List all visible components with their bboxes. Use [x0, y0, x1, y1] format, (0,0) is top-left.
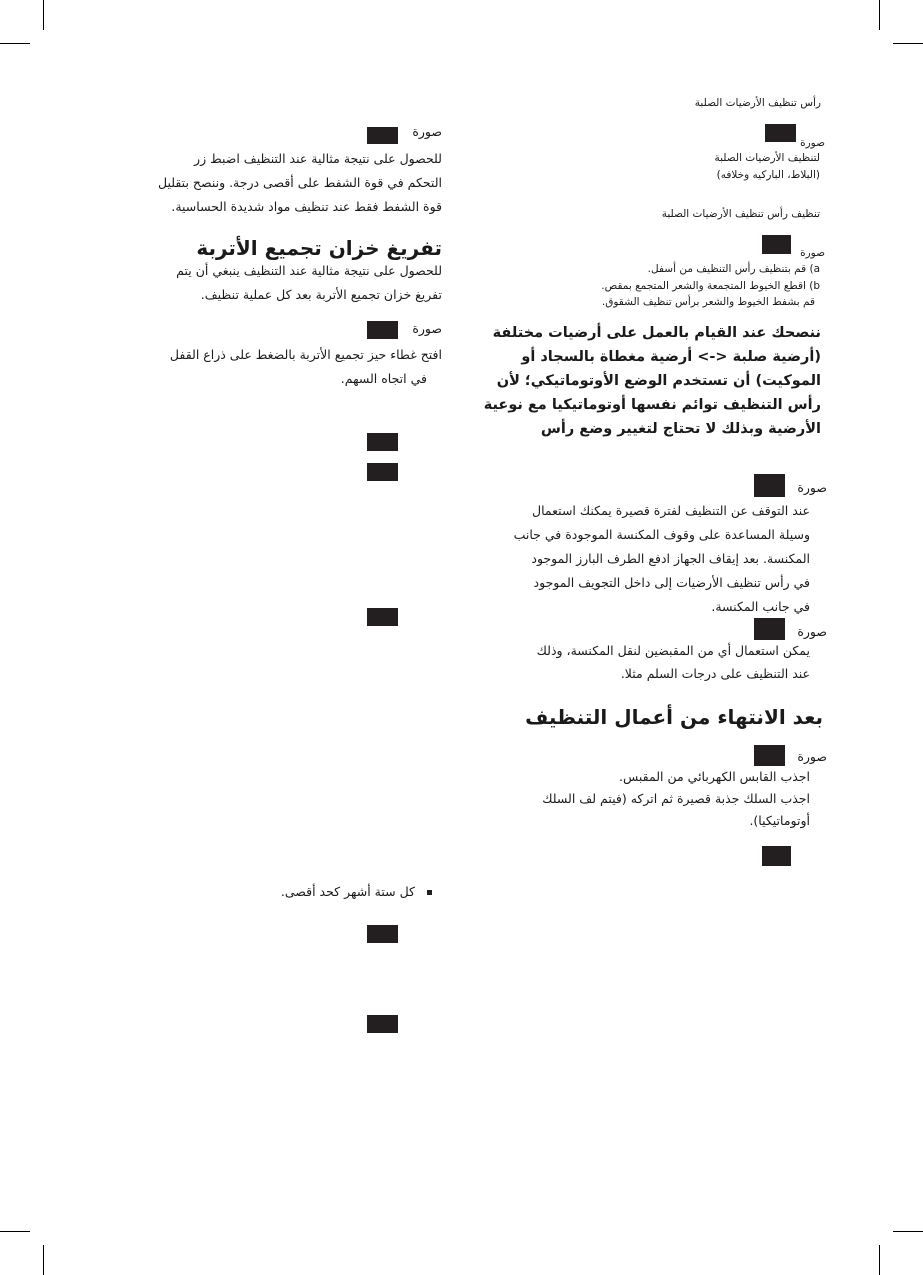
- tip-line: الموكيت) أن تستخدم الوضع الأوتوماتيكي؛ لأن: [496, 373, 821, 389]
- figure-placeholder: [754, 474, 785, 497]
- crop-mark: [43, 0, 44, 30]
- crop-mark: [0, 43, 30, 44]
- text-line: في جانب المكنسة.: [711, 599, 810, 614]
- bullet-icon: [427, 890, 432, 895]
- text-line: لتنظيف الأرضيات الصلبة: [714, 152, 820, 164]
- figure-label: صورة: [797, 624, 827, 639]
- text-line: التحكم في قوة الشفط على أقصى درجة. وننصح بتقليل: [157, 175, 442, 190]
- text-line: افتح غطاء حيز تجميع الأتربة بالضغط على ذراع القفل: [169, 347, 442, 362]
- crop-mark: [43, 1245, 44, 1275]
- section-title: تنظيف رأس تنظيف الأرضيات الصلبة: [661, 208, 820, 220]
- text-line: قوة الشفط فقط عند تنظيف مواد شديدة الحساسية.: [171, 199, 442, 214]
- figure-label: صورة: [800, 137, 825, 149]
- text-line: في اتجاه السهم.: [340, 371, 427, 386]
- tip-line: ننصحك عند القيام بالعمل على أرضيات مختلفة: [492, 325, 821, 341]
- figure-placeholder: [367, 433, 398, 451]
- figure-placeholder: [762, 846, 791, 866]
- text-line: (البلاط، الباركيه وخلافه): [716, 169, 820, 181]
- figure-placeholder: [367, 127, 398, 144]
- figure-label: صورة: [800, 247, 825, 259]
- figure-placeholder: [367, 925, 398, 943]
- figure-label: صورة: [412, 321, 442, 336]
- tip-line: رأس التنظيف توائم نفسها أوتوماتيكيا مع نوعية: [483, 397, 821, 413]
- crop-mark: [0, 1231, 30, 1232]
- text-line: اجذب القابس الكهربائي من المقبس.: [618, 769, 810, 784]
- step-c: قم بشفط الخيوط والشعر برأس تنظيف الشقوق.: [601, 296, 815, 308]
- text-line: تفريغ خزان تجميع الأتربة بعد كل عملية تنظيف.: [200, 287, 442, 302]
- figure-label: صورة: [797, 480, 827, 495]
- step-b: b) اقطع الخيوط المتجمعة والشعر المتجمع بمقص.: [601, 280, 820, 292]
- figure-placeholder: [367, 1015, 398, 1033]
- text-line: وسيلة المساعدة على وقوف المكنسة الموجودة في جانب: [513, 527, 810, 542]
- text-line: المكنسة. بعد إيقاف الجهاز ادفع الطرف البارز الموجود: [531, 551, 810, 566]
- section-heading: تفريغ خزان تجميع الأتربة: [196, 236, 442, 260]
- text-line: للحصول على نتيجة مثالية عند التنظيف ينبغي أن يتم: [176, 263, 442, 278]
- tip-line: (أرضية صلبة <-> أرضية مغطاة بالسجاد أو: [521, 349, 821, 365]
- crop-mark: [893, 1231, 923, 1232]
- crop-mark: [879, 0, 880, 30]
- section-heading: بعد الانتهاء من أعمال التنظيف: [525, 705, 823, 729]
- crop-mark: [893, 43, 923, 44]
- figure-placeholder: [754, 745, 785, 766]
- text-line: عند التوقف عن التنظيف لفترة قصيرة يمكنك استعمال: [532, 503, 810, 518]
- figure-placeholder: [765, 124, 796, 142]
- page-header: رأس تنظيف الأرضيات الصلبة: [694, 97, 821, 109]
- tip-line: الأرضية وبذلك لا تحتاج لتغيير وضع رأس: [540, 421, 821, 437]
- crop-mark: [879, 1245, 880, 1275]
- figure-label: صورة: [412, 124, 442, 139]
- figure-placeholder: [367, 608, 398, 626]
- figure-label: صورة: [797, 749, 827, 764]
- bullet-text: كل ستة أشهر كحد أقصى.: [280, 884, 415, 899]
- text-line: اجذب السلك جذبة قصيرة ثم اتركه (فيتم لف السلك: [542, 791, 810, 806]
- text-line: للحصول على نتيجة مثالية عند التنظيف اضبط زر: [194, 151, 442, 166]
- figure-placeholder: [367, 321, 398, 339]
- text-line: في رأس تنظيف الأرضيات إلى داخل التجويف الموجود: [533, 575, 810, 590]
- text-line: عند التنظيف على درجات السلم مثلا.: [620, 666, 810, 681]
- step-a: a) قم بتنظيف رأس التنظيف من أسفل.: [647, 263, 820, 275]
- text-line: يمكن استعمال أي من المقبضين لنقل المكنسة، وذلك: [536, 643, 810, 658]
- figure-placeholder: [762, 235, 791, 254]
- figure-placeholder: [754, 618, 785, 640]
- text-line: أوتوماتيكيا).: [749, 813, 810, 828]
- figure-placeholder: [367, 463, 398, 481]
